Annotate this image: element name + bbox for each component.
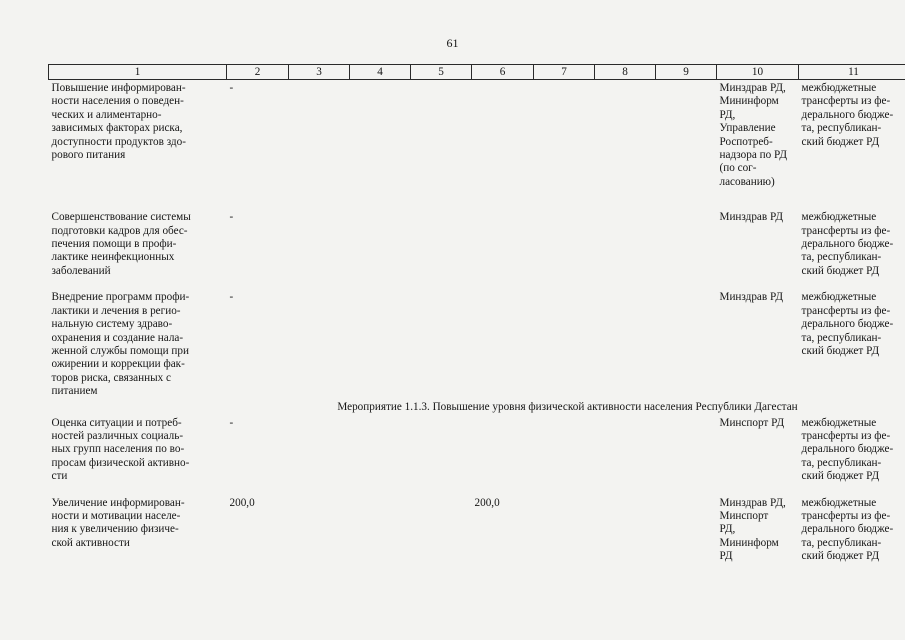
budget-table — [48, 64, 905, 564]
column-header: 7 — [534, 65, 595, 80]
funding-source: межбюджетные трансферты из фе- дерального бюдже- та, республикан- ский бюджет РД — [801, 416, 894, 483]
cell-value — [472, 209, 534, 278]
table-row — [49, 209, 905, 278]
column-header: 4 — [350, 65, 411, 80]
cell-value: - — [229, 291, 234, 304]
column-header: 8 — [595, 65, 656, 80]
responsible-executor: Минспорт РД — [719, 416, 785, 429]
measure-name: Оценка ситуации и потреб- ностей различных социаль- ных групп населения по во- просам физической активно- сти — [51, 416, 190, 483]
column-header: 6 — [472, 65, 534, 80]
cell-value — [472, 289, 534, 398]
column-header: 3 — [289, 65, 350, 80]
cell-value: - — [229, 211, 234, 224]
funding-source: межбюджетные трансферты из фе- дерального бюдже- та, республикан- ский бюджет РД — [801, 291, 894, 357]
responsible-executor: Минздрав РД, Мининформ РД, Управление Роспотреб- надзора по РД (по сог- ласованию) — [719, 82, 787, 188]
cell-value — [472, 80, 534, 190]
page-number: 61 — [446, 36, 459, 50]
measure-name: Внедрение программ профи- лактики и лечения в регио- нальную систему здраво- охранения и создание нала- женной службы помощи при ожирении и коррекции фак- торов риска, связанных с питанием — [51, 291, 190, 398]
measure-name: Увеличение информирован- ности и мотивации населе- ния к увеличению физиче- ской активности — [51, 496, 185, 549]
table-row — [49, 289, 905, 398]
measure-name: Совершенствование системы подготовки кадров для обес- печения помощи в профи- лактике неинфекционных заболеваний — [51, 211, 191, 277]
funding-source: межбюджетные трансферты из фе- дерального бюдже- та, республикан- ский бюджет РД — [801, 496, 894, 563]
table-row — [49, 80, 905, 190]
cell-value: 200,0 — [474, 496, 500, 509]
activity-heading-row — [49, 399, 905, 415]
cell-value: - — [229, 416, 234, 429]
table-row — [49, 495, 905, 564]
activity-heading: Мероприятие 1.1.3. Повышение уровня физической активности населения Республики Дагестан — [337, 400, 798, 413]
funding-source: межбюджетные трансферты из фе- дерального бюдже- та, республикан- ский бюджет РД — [801, 211, 894, 277]
column-header: 10 — [717, 65, 799, 80]
funding-source: межбюджетные трансферты из фе- дерального бюдже- та, республикан- ский бюджет РД — [801, 82, 894, 148]
column-header: 1 — [49, 65, 227, 80]
table-row — [49, 415, 905, 484]
responsible-executor: Минздрав РД, Минспорт РД, Мининформ РД — [719, 496, 786, 563]
column-header: 11 — [799, 65, 905, 80]
responsible-executor: Минздрав РД — [719, 291, 783, 304]
measure-name: Повышение информирован- ности населения о поведен- ческих и алиментарно- зависимых факторах риска, доступности продуктов здо- рового питания — [51, 82, 186, 162]
column-header: 5 — [411, 65, 472, 80]
cell-value: - — [229, 82, 234, 94]
cell-value — [472, 415, 534, 484]
column-header: 9 — [656, 65, 717, 80]
table-header-row — [49, 65, 905, 80]
responsible-executor: Минздрав РД — [719, 211, 783, 224]
cell-value: 200,0 — [229, 496, 255, 509]
column-header: 2 — [227, 65, 289, 80]
